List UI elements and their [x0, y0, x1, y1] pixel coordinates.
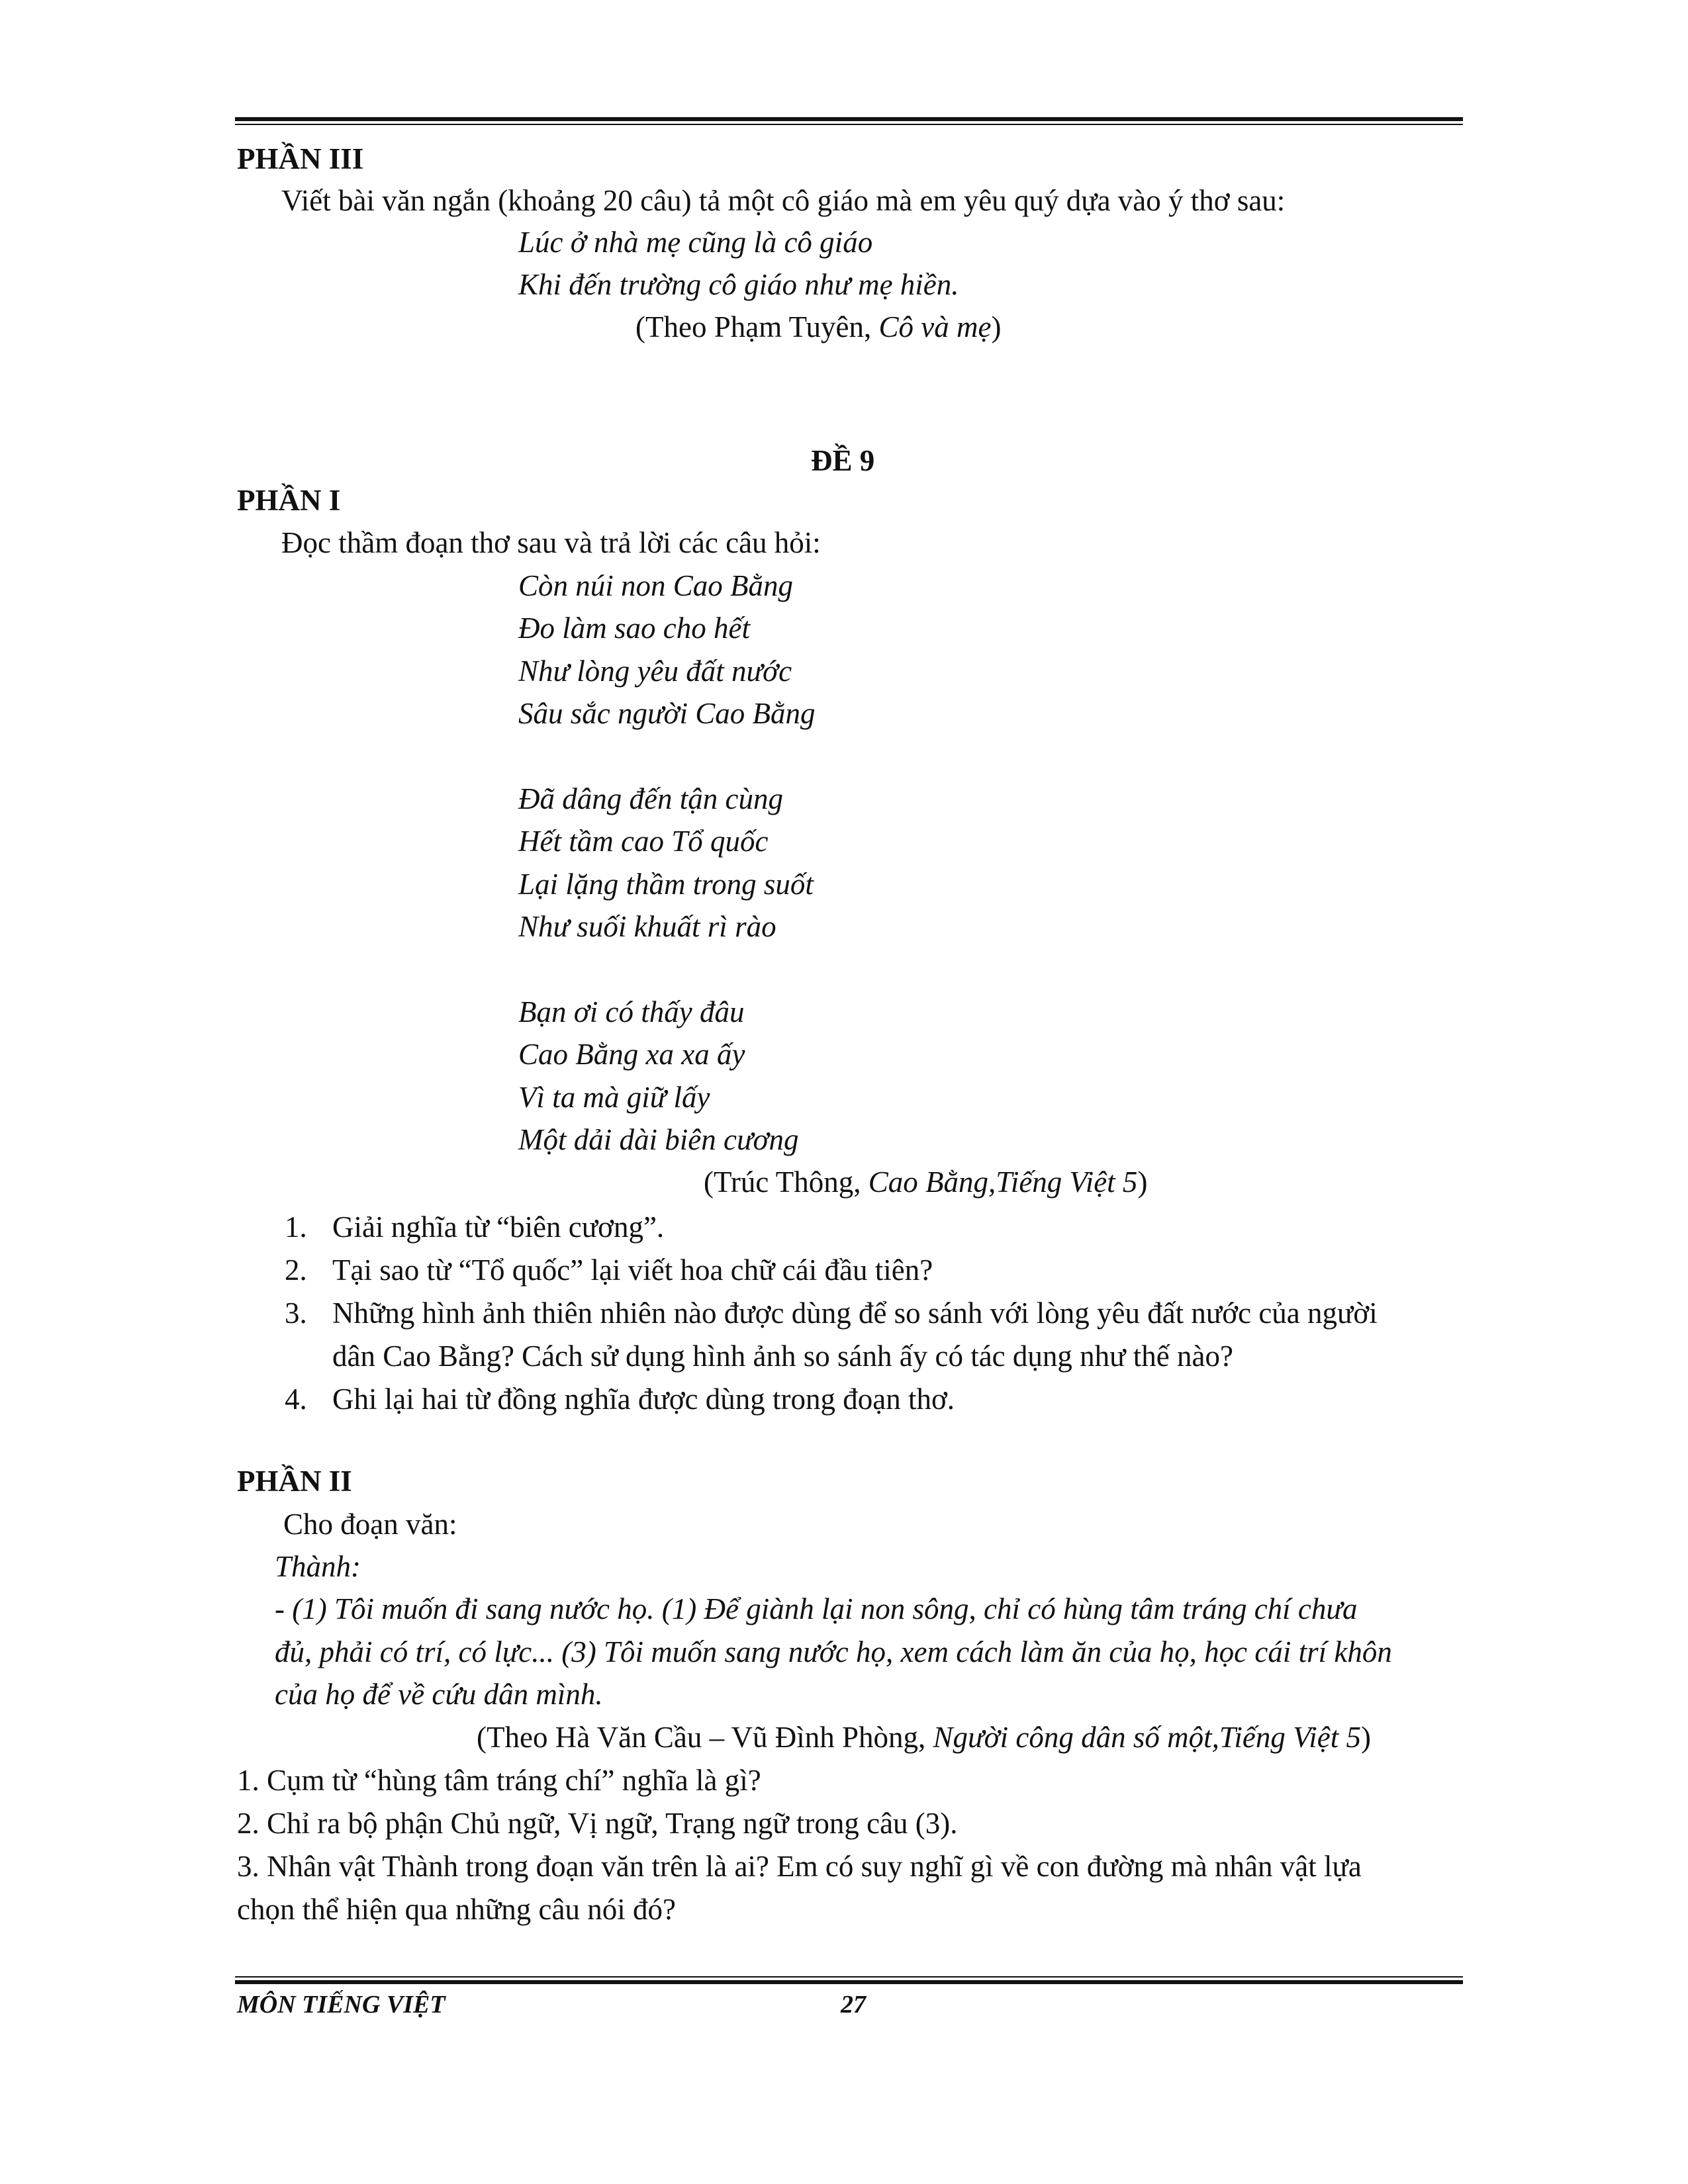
poem-line: Sâu sắc người Cao Bằng [518, 697, 816, 730]
source-author: (Theo Phạm Tuyên, [635, 310, 879, 343]
poem-line: Cao Bằng xa xa ấy [518, 1038, 745, 1071]
question-text: Tại sao từ “Tổ quốc” lại viết hoa chữ cái đầu tiên? [332, 1253, 933, 1287]
part1-heading: PHẦN I [237, 484, 341, 517]
passage-line: của họ để về cứu dân mình. [275, 1678, 603, 1711]
part2-heading: PHẦN II [237, 1465, 352, 1498]
part2-question: 2. Chỉ ra bộ phận Chủ ngữ, Vị ngữ, Trạng ngữ trong câu (3). [237, 1807, 958, 1840]
page-number: 27 [841, 1991, 866, 2019]
passage-line: - (1) Tôi muốn đi sang nước họ. (1) Để giành lại non sông, chỉ có hùng tâm tráng chí chưa [275, 1592, 1358, 1625]
question-item [285, 1292, 1456, 1378]
source-title: Cao Bằng,Tiếng Việt 5 [868, 1165, 1138, 1199]
header-rule [235, 117, 1463, 125]
question-text: Ghi lại hai từ đồng nghĩa được dùng trong đoạn thơ. [332, 1383, 955, 1416]
question-number: 3. [285, 1297, 307, 1330]
poem-line: Bạn ơi có thấy đâu [518, 995, 745, 1028]
source-close: ) [991, 310, 1002, 343]
poem-line: Hết tầm cao Tổ quốc [518, 825, 769, 858]
part3-verse: Lúc ở nhà mẹ cũng là cô giáo [518, 226, 873, 259]
part2-question: 3. Nhân vật Thành trong đoạn văn trên là ai? Em có suy nghĩ gì về con đường mà nhân vật lựa [237, 1850, 1362, 1883]
question-text: dân Cao Bằng? Cách sử dụng hình ảnh so sánh ấy có tác dụng như thế nào? [332, 1340, 1233, 1373]
source-author: (Theo Hà Văn Cầu – Vũ Đình Phòng, [477, 1721, 933, 1754]
question-text: Giải nghĩa từ “biên cương”. [332, 1210, 665, 1244]
question-text: Những hình ảnh thiên nhiên nào được dùng để so sánh với lòng yêu đất nước của người [332, 1297, 1378, 1330]
passage-line: đủ, phải có trí, có lực... (3) Tôi muốn sang nước họ, xem cách làm ăn của họ, học cái trí khôn [275, 1635, 1392, 1668]
source-author: (Trúc Thông, [704, 1165, 868, 1199]
poem-line: Vì ta mà giữ lấy [518, 1081, 710, 1114]
part3-verse: Khi đến trường cô giáo như mẹ hiền. [518, 268, 959, 301]
source-title: Cô và mẹ [878, 310, 992, 343]
question-number: 4. [285, 1383, 307, 1416]
question-item [285, 1206, 1456, 1249]
part3-prompt: Viết bài văn ngắn (khoảng 20 câu) tả một cô giáo mà em yêu quý dựa vào ý thơ sau: [281, 184, 1286, 217]
passage-source [477, 1719, 1371, 1756]
source-close: ) [1137, 1165, 1148, 1199]
poem-line: Đã dâng đến tận cùng [518, 782, 783, 815]
part2-question: chọn thể hiện qua những câu nói đó? [237, 1893, 676, 1926]
footer-subject: MÔN TIẾNG VIỆT [237, 1991, 445, 2019]
poem-line: Đo làm sao cho hết [518, 612, 750, 645]
poem-line: Lại lặng thầm trong suốt [518, 868, 814, 901]
poem-line: Còn núi non Cao Bằng [518, 569, 794, 602]
question-number: 1. [285, 1210, 307, 1244]
source-title: Người công dân số một,Tiếng Việt 5 [933, 1721, 1361, 1754]
question-number: 2. [285, 1253, 307, 1287]
part2-question: 1. Cụm từ “hùng tâm tráng chí” nghĩa là gì? [237, 1764, 761, 1797]
part1-prompt: Đọc thầm đoạn thơ sau và trả lời các câu hỏi: [281, 526, 821, 559]
poem-source [704, 1163, 1147, 1201]
question-item [285, 1378, 1456, 1421]
source-close: ) [1361, 1721, 1371, 1754]
poem-line: Một dải dài biên cương [518, 1123, 799, 1156]
part3-heading: PHẦN III [237, 142, 364, 175]
question-item [285, 1249, 1456, 1292]
footer-rule [235, 1976, 1463, 1984]
passage-speaker: Thành: [275, 1550, 361, 1583]
poem-line: Như lòng yêu đất nước [518, 655, 792, 688]
part2-intro: Cho đoạn văn: [283, 1508, 457, 1541]
exam-title: ĐỀ 9 [811, 444, 875, 477]
part3-source [635, 308, 1001, 345]
poem-line: Như suối khuất rì rào [518, 910, 776, 943]
